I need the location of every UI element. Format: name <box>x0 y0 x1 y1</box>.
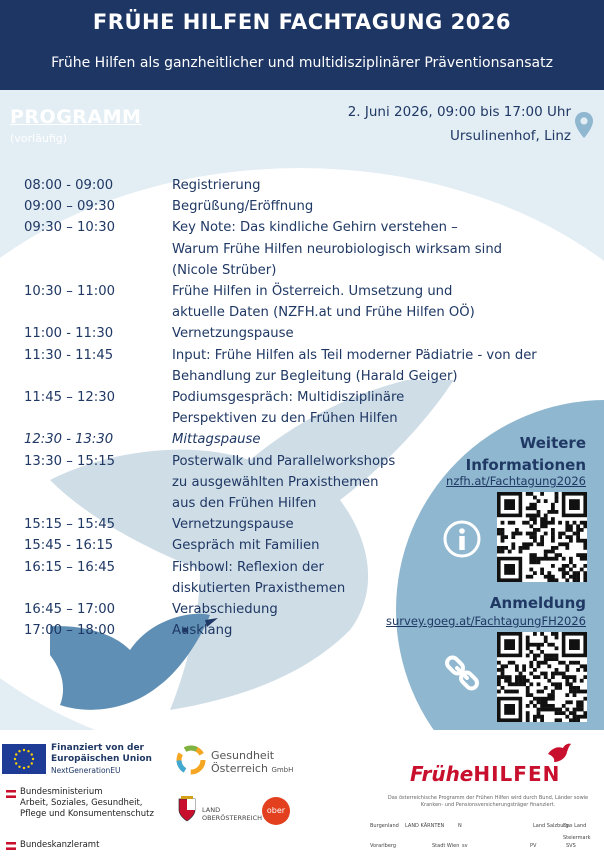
schedule-line: Input: Frühe Hilfen als Teil moderner Pädiatrie - von der <box>172 347 537 363</box>
schedule-line: aus den Frühen Hilfen <box>172 496 317 512</box>
austria-flag-icon <box>6 842 16 850</box>
schedule-time: 15:15 – 15:45 <box>24 517 115 533</box>
schedule-row <box>24 345 564 387</box>
schedule-line: Begrüßung/Eröffnung <box>172 199 314 215</box>
registration-heading: Anmeldung <box>489 594 586 612</box>
goe-line-2 <box>211 762 293 777</box>
schedule-line: Ausklang <box>172 623 233 639</box>
partner-logo: sv <box>462 843 468 849</box>
schedule <box>24 175 564 641</box>
schedule-description <box>172 345 564 387</box>
schedule-row <box>24 323 564 344</box>
schedule-time: 10:30 – 11:00 <box>24 284 115 300</box>
ministry-line-2: Arbeit, Soziales, Gesundheit, <box>20 798 143 808</box>
qr-code-info[interactable] <box>497 492 587 582</box>
ooe-line-2: OBERÖSTERREICH <box>202 814 263 822</box>
chain-link-icon <box>443 654 481 692</box>
schedule-line: Gespräch mit Familien <box>172 538 320 554</box>
eu-flag-icon <box>2 744 46 774</box>
schedule-time: 11:45 – 12:30 <box>24 390 115 406</box>
schedule-row <box>24 196 564 217</box>
schedule-line: Registrierung <box>172 178 261 193</box>
schedule-line: Vernetzungspause <box>172 517 294 533</box>
partner-logo: Land Salzburg <box>533 823 569 829</box>
ministry-line-1: Bundesministerium <box>20 787 103 797</box>
ministry-line-3: Pflege und Konsumentenschutz <box>20 809 154 819</box>
schedule-line: Posterwalk und Parallelworkshops <box>172 453 396 469</box>
fh-logo-part-2: HILFEN <box>473 762 561 786</box>
schedule-line: Vernetzungspause <box>172 326 294 342</box>
more-info-line-2: Informationen <box>465 456 586 474</box>
registration-link[interactable]: survey.goeg.at/FachtagungFH2026 <box>386 614 586 628</box>
page-subtitle: Frühe Hilfen als ganzheitlicher und multidisziplinärer Präventionsansatz <box>51 55 553 71</box>
schedule-time: 12:30 - 13:30 <box>24 432 114 448</box>
schedule-line: Verabschiedung <box>172 602 278 618</box>
schedule-line: Mittagspause <box>172 432 261 448</box>
goe-line-1: Gesundheit <box>211 749 275 762</box>
page-title: FRÜHE HILFEN FACHTAGUNG 2026 <box>92 10 512 34</box>
info-icon <box>443 520 481 558</box>
schedule-time: 11:30 - 11:45 <box>24 347 114 363</box>
schedule-description <box>172 387 564 429</box>
schedule-line: (Nicole Strüber) <box>172 262 277 278</box>
upper-austria-text <box>202 806 262 822</box>
schedule-line: Behandlung zur Begleitung (Harald Geiger) <box>172 368 458 384</box>
schedule-time: 15:45 - 16:15 <box>24 538 114 554</box>
schedule-line: Key Note: Das kindliche Gehirn verstehen – <box>172 220 458 236</box>
event-date: 2. Juni 2026, 09:00 bis 17:00 Uhr <box>347 104 571 120</box>
schedule-time: 11:00 - 11:30 <box>24 326 114 342</box>
schedule-row <box>24 387 564 429</box>
fh-logo-part-1: Frühe <box>410 762 474 786</box>
schedule-time: 09:00 – 09:30 <box>24 199 115 215</box>
gesundheit-oesterreich-logo-icon <box>176 745 206 775</box>
eu-line-2: Europäischen Union <box>51 754 152 764</box>
schedule-line: Frühe Hilfen in Österreich. Umsetzung und <box>172 284 453 300</box>
eu-line-1: Finanziert von der <box>51 743 144 753</box>
schedule-line: aktuelle Daten (NZFH.at und Frühe Hilfen OÖ) <box>172 305 475 321</box>
schedule-time: 13:30 – 15:15 <box>24 453 115 469</box>
ooe-line-1: LAND <box>202 806 221 814</box>
schedule-time: 17:00 – 18:00 <box>24 623 115 639</box>
header <box>0 0 604 90</box>
schedule-description <box>172 175 564 196</box>
schedule-time: 16:15 – 16:45 <box>24 559 115 575</box>
partner-logo: Vorarlberg <box>370 843 397 849</box>
schedule-description <box>172 323 564 344</box>
program-label: PROGRAMM <box>10 106 142 128</box>
location-pin-icon <box>574 111 594 139</box>
goe-gmbh: GmbH <box>271 766 294 774</box>
schedule-row <box>24 557 564 599</box>
schedule-time: 09:30 – 10:30 <box>24 220 115 236</box>
eu-line-3: NextGenerationEU <box>51 766 121 775</box>
schedule-row <box>24 217 564 281</box>
schedule-row <box>24 535 564 556</box>
fruehe-hilfen-description: Das österreichische Programm der Frühen Hilfen wird durch Bund, Länder sowie Kranken- und Pensionsversicherungsträger finanziert. <box>387 795 589 808</box>
fruehe-hilfen-bird-icon <box>546 742 572 764</box>
ministry-text <box>20 787 154 820</box>
partner-logo: LAND KÄRNTEN <box>405 823 445 829</box>
red-round-logo: ober <box>262 797 290 825</box>
schedule-row <box>24 175 564 196</box>
schedule-description <box>172 217 564 281</box>
schedule-time: 16:45 – 17:00 <box>24 602 115 618</box>
schedule-line: Podiumsgespräch: Multidisziplinäre <box>172 390 405 406</box>
event-venue: Ursulinenhof, Linz <box>449 128 571 144</box>
program-sub: (vorläufig) <box>10 132 68 145</box>
upper-austria-crest-icon <box>178 796 196 822</box>
partner-logo: N <box>458 823 462 829</box>
partner-logo: Burgenland <box>370 823 399 829</box>
more-info-line-1: Weitere <box>519 434 586 452</box>
schedule-time: 08:00 - 09:00 <box>24 178 114 193</box>
schedule-row <box>24 514 564 535</box>
schedule-row <box>24 281 564 323</box>
eu-funding-text <box>51 743 152 776</box>
qr-code-registration[interactable] <box>497 632 587 722</box>
more-info-heading <box>440 432 586 476</box>
austria-flag-icon <box>6 790 16 798</box>
schedule-line: zu ausgewählten Praxisthemen <box>172 474 379 490</box>
partner-logo: SVS <box>566 843 576 849</box>
goe-line-2-text: Österreich <box>211 762 268 775</box>
schedule-description <box>172 196 564 217</box>
fruehe-hilfen-logo <box>410 762 560 786</box>
chancellery-text: Bundeskanzleramt <box>20 840 100 850</box>
more-info-link[interactable]: nzfh.at/Fachtagung2026 <box>446 474 586 488</box>
schedule-line: Warum Frühe Hilfen neurobiologisch wirksam sind <box>172 241 503 257</box>
partner-logo: Das Land Steiermark <box>563 823 591 841</box>
schedule-line: Fishbowl: Reflexion der <box>172 559 324 575</box>
schedule-line: diskutierten Praxisthemen <box>172 580 346 596</box>
schedule-description <box>172 281 564 323</box>
gesundheit-oesterreich-text <box>211 749 293 777</box>
schedule-line: Perspektiven zu den Frühen Hilfen <box>172 411 398 427</box>
partner-logo: PV <box>530 843 537 849</box>
partner-logo: Stadt Wien <box>432 843 460 849</box>
